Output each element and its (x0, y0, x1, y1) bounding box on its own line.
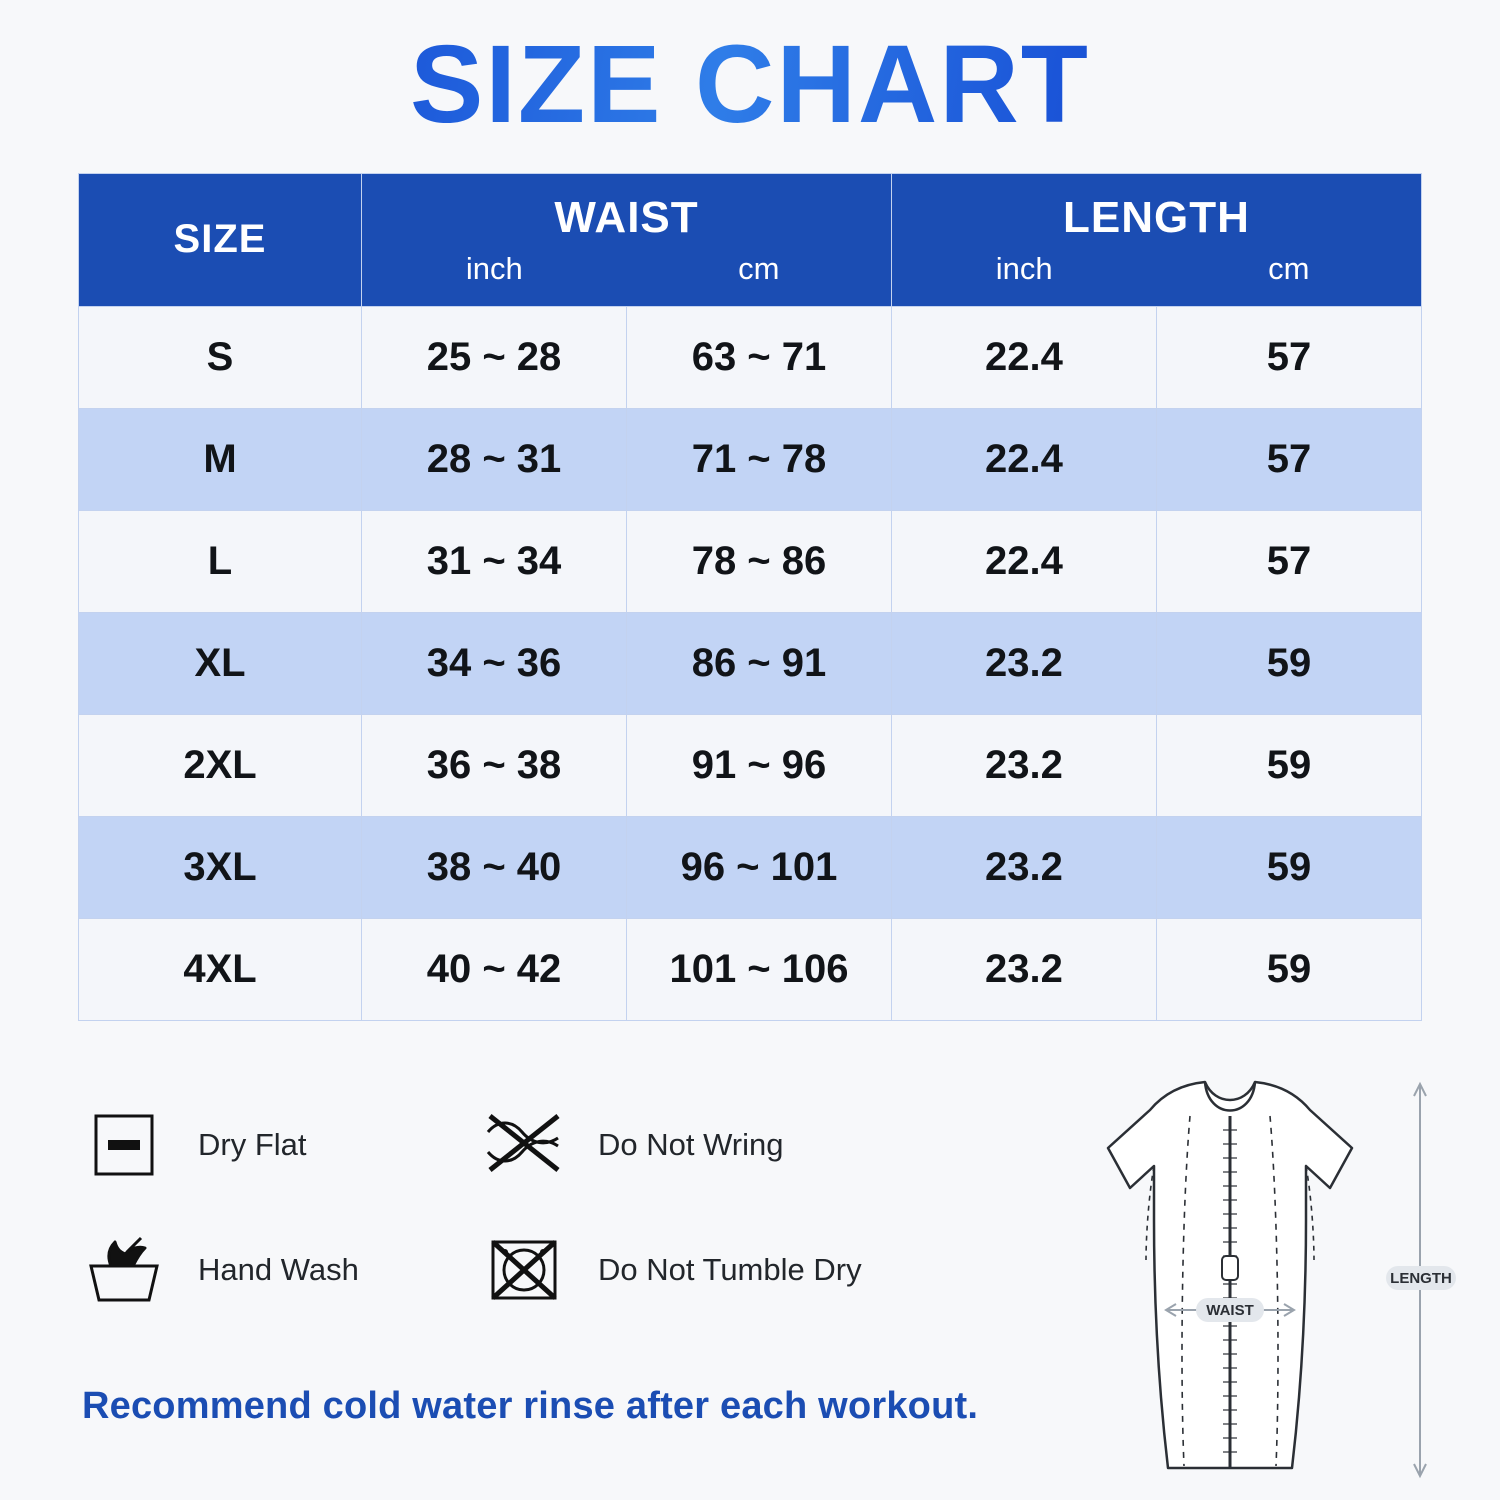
cell-size: 3XL (79, 816, 362, 918)
cell-size: L (79, 510, 362, 612)
cell-waist-inch: 31 ~ 34 (362, 510, 627, 612)
cell-length-inch: 22.4 (891, 510, 1156, 612)
cell-waist-inch: 40 ~ 42 (362, 918, 627, 1020)
cell-waist-inch: 28 ~ 31 (362, 408, 627, 510)
cell-waist-cm: 71 ~ 78 (627, 408, 892, 510)
header-length-label: LENGTH (1063, 192, 1250, 242)
cell-length-inch: 22.4 (891, 306, 1156, 408)
cell-size: 2XL (79, 714, 362, 816)
header-length (891, 173, 1421, 306)
garment-illustration (1000, 1070, 1460, 1490)
cell-length-cm: 59 (1156, 612, 1421, 714)
table-row (79, 306, 1422, 408)
header-size-label: SIZE (173, 217, 267, 261)
care-instructions (78, 1105, 1008, 1310)
care-note: Recommend cold water rinse after each workout. (82, 1385, 979, 1427)
cell-waist-cm: 63 ~ 71 (627, 306, 892, 408)
table-row (79, 714, 1422, 816)
table-row (79, 918, 1422, 1020)
care-label: Hand Wash (198, 1252, 359, 1287)
table-row (79, 816, 1422, 918)
table-row (79, 510, 1422, 612)
cell-length-inch: 22.4 (891, 408, 1156, 510)
do-not-wring-icon (478, 1105, 570, 1185)
dry-flat-icon (78, 1105, 170, 1185)
care-label: Do Not Tumble Dry (598, 1252, 862, 1287)
cell-length-cm: 59 (1156, 714, 1421, 816)
cell-waist-inch: 25 ~ 28 (362, 306, 627, 408)
care-label: Do Not Wring (598, 1127, 784, 1162)
care-item-do-not-tumble-dry (478, 1230, 1008, 1310)
cell-size: XL (79, 612, 362, 714)
cell-waist-inch: 38 ~ 40 (362, 816, 627, 918)
page-title: SIZE CHART (0, 0, 1500, 149)
header-length-units (892, 251, 1421, 287)
header-waist-label: WAIST (554, 192, 699, 242)
header-waist-unit-inch: inch (465, 250, 523, 286)
header-length-unit-cm: cm (1268, 250, 1310, 286)
cell-waist-cm: 86 ~ 91 (627, 612, 892, 714)
hand-wash-icon (78, 1230, 170, 1310)
cell-length-inch: 23.2 (891, 612, 1156, 714)
cell-waist-cm: 78 ~ 86 (627, 510, 892, 612)
cell-size: S (79, 306, 362, 408)
table-header-row (79, 173, 1422, 306)
length-tag-label: LENGTH (1390, 1270, 1452, 1287)
size-chart-table-wrapper (78, 173, 1422, 1021)
cell-length-cm: 57 (1156, 510, 1421, 612)
waist-tag-label: WAIST (1206, 1302, 1254, 1319)
header-waist-units (362, 251, 891, 287)
header-length-unit-inch: inch (995, 250, 1053, 286)
size-chart-table (78, 173, 1422, 1021)
header-waist (362, 173, 892, 306)
table-row (79, 612, 1422, 714)
do-not-tumble-dry-icon (478, 1230, 570, 1310)
cell-length-inch: 23.2 (891, 918, 1156, 1020)
cell-size: M (79, 408, 362, 510)
cell-length-cm: 59 (1156, 918, 1421, 1020)
header-size (79, 173, 362, 306)
care-item-hand-wash (78, 1230, 478, 1310)
cell-length-inch: 23.2 (891, 816, 1156, 918)
cell-length-cm: 59 (1156, 816, 1421, 918)
care-item-dry-flat (78, 1105, 478, 1185)
cell-length-inch: 23.2 (891, 714, 1156, 816)
cell-waist-cm: 96 ~ 101 (627, 816, 892, 918)
cell-waist-inch: 34 ~ 36 (362, 612, 627, 714)
header-waist-unit-cm: cm (738, 250, 780, 286)
cell-length-cm: 57 (1156, 408, 1421, 510)
cell-size: 4XL (79, 918, 362, 1020)
care-item-do-not-wring (478, 1105, 1008, 1185)
cell-length-cm: 57 (1156, 306, 1421, 408)
cell-waist-cm: 91 ~ 96 (627, 714, 892, 816)
cell-waist-cm: 101 ~ 106 (627, 918, 892, 1020)
table-row (79, 408, 1422, 510)
cell-waist-inch: 36 ~ 38 (362, 714, 627, 816)
care-label: Dry Flat (198, 1127, 307, 1162)
